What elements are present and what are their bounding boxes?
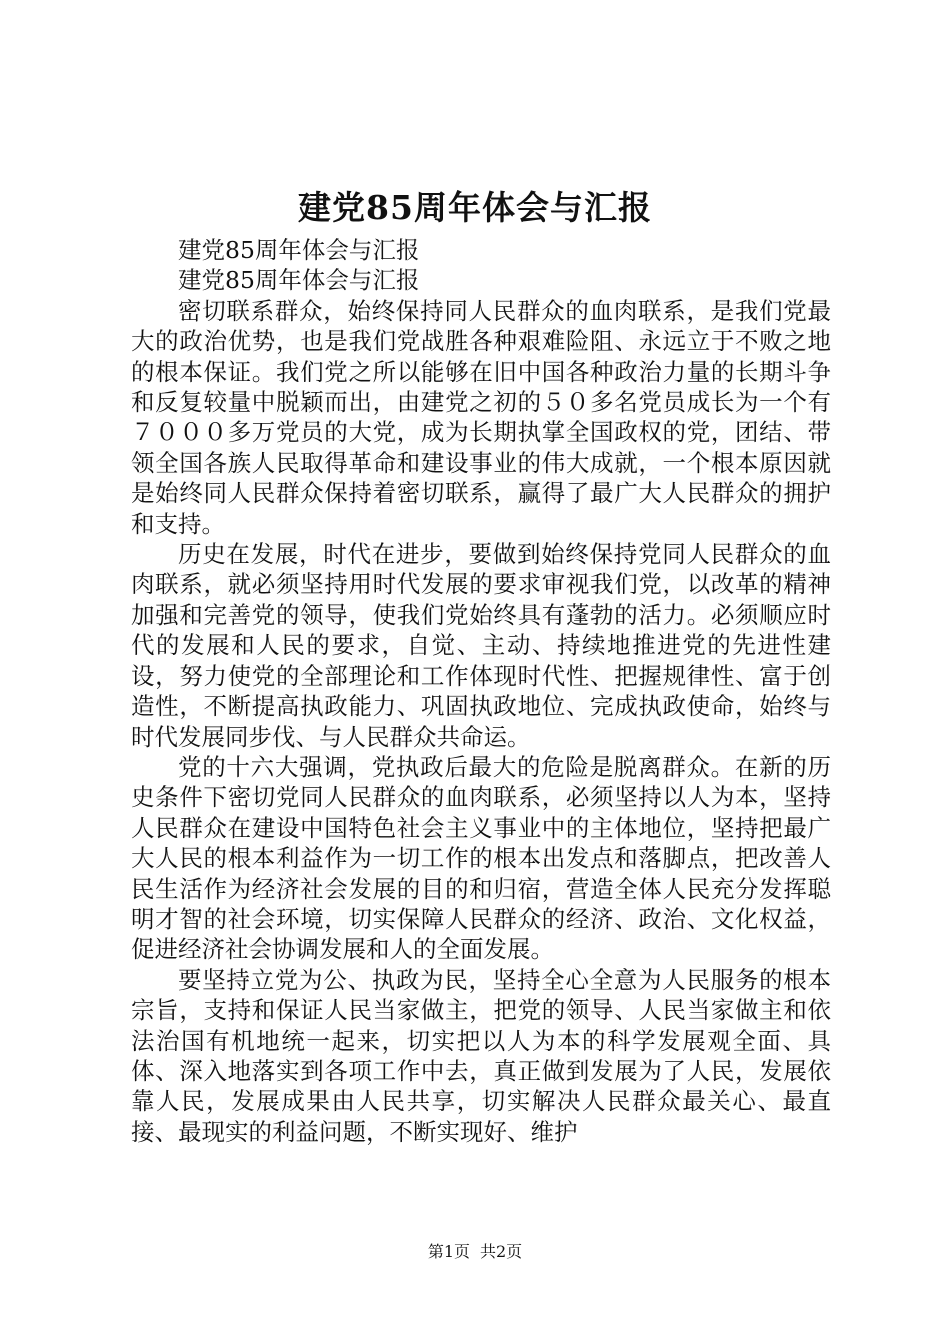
page-total: 共2页	[480, 1242, 523, 1261]
page-footer	[0, 1241, 950, 1263]
body-paragraph: 党的十六大强调，党执政后最大的危险是脱离群众。在新的历史条件下密切党同人民群众的血肉联系，必须坚持以人为本，坚持人民群众在建设中国特色社会主义事业中的主体地位，坚持把最广大人民的根本利益作为一切工作的根本出发点和落脚点，把改善人民生活作为经济社会发展的目的和归宿，营造全体人民充分发挥聪明才智的社会环境，切实保障人民群众的经济、政治、文化权益，促进经济社会协调发展和人的全面发展。	[131, 752, 831, 964]
subtitle-line: 建党85周年体会与汇报	[178, 236, 420, 264]
body-paragraph: 要坚持立党为公、执政为民，坚持全心全意为人民服务的根本宗旨，支持和保证人民当家做主，把党的领导、人民当家做主和依法治国有机地统一起来，切实把以人为本的科学发展观全面、具体、深入地落实到各项工作中去，真正做到发展为了人民，发展依靠人民，发展成果由人民共享，切实解决人民群众最关心、最直接、最现实的利益问题，不断实现好、维护	[131, 965, 831, 1146]
document-title: 建党85周年体会与汇报	[298, 188, 652, 227]
page-number: 第1页	[427, 1242, 470, 1261]
document-body	[131, 235, 831, 1147]
body-paragraph: 历史在发展，时代在进步，要做到始终保持党同人民群众的血肉联系，就必须坚持用时代发展的要求审视我们党，以改革的精神加强和完善党的领导，使我们党始终具有蓬勃的活力。必须顺应时代的发展和人民的要求，自觉、主动、持续地推进党的先进性建设，努力使党的全部理论和工作体现时代性、把握规律性、富于创造性，不断提高执政能力、巩固执政地位、完成执政使命，始终与时代发展同步伐、与人民群众共命运。	[131, 540, 831, 751]
subtitle-line: 建党85周年体会与汇报	[178, 266, 420, 295]
body-paragraph: 密切联系群众，始终保持同人民群众的血肉联系，是我们党最大的政治优势，也是我们党战胜各种艰难险阻、永远立于不败之地的根本保证。我们党之所以能够在旧中国各种政治力量的长期斗争和反复较量中脱颖而出，由建党之初的５０多名党员成长为一个有７０００多万党员的大党，成为长期执掌全国政权的党，团结、带领全国各族人民取得革命和建设事业的伟大成就，一个根本原因就是始终同人民群众保持着密切联系，赢得了最广大人民群众的拥护和支持。	[131, 296, 831, 538]
